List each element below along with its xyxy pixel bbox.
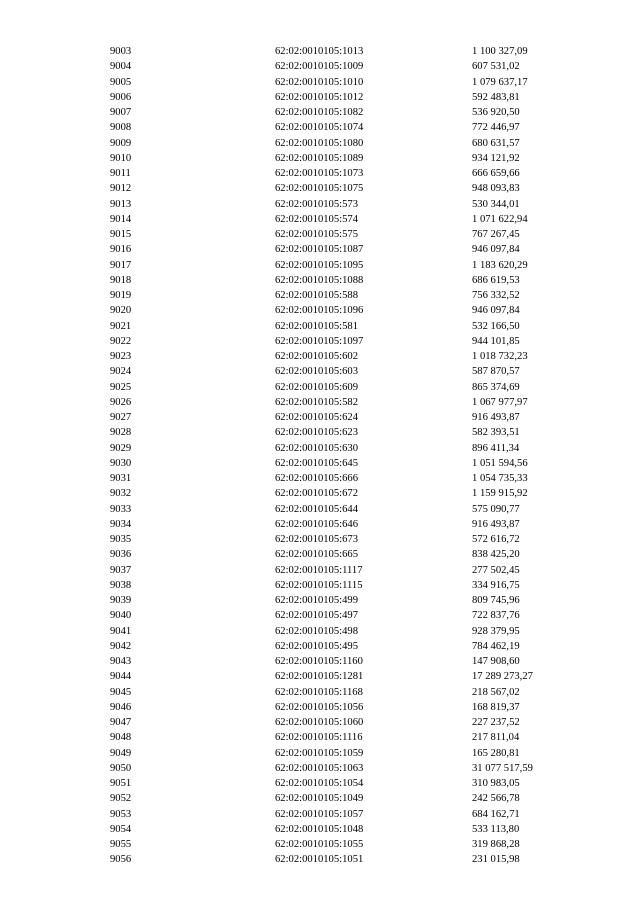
cadastral-number: 62:02:0010105:1075 [275, 183, 364, 195]
value-amount: 607 531,02 [472, 61, 520, 73]
row-number: 9055 [110, 839, 132, 850]
table-row [0, 349, 640, 364]
table-row [0, 75, 640, 90]
value-amount: 592 483,81 [472, 91, 520, 103]
row-number: 9020 [110, 305, 132, 317]
row-number: 9016 [110, 244, 132, 256]
value-amount: 334 916,75 [472, 579, 520, 591]
table-row [0, 486, 640, 501]
row-number: 9029 [110, 442, 132, 454]
table-row [0, 822, 640, 837]
row-number: 9018 [110, 274, 132, 286]
value-amount: 231 015,98 [472, 854, 520, 866]
cadastral-number: 62:02:0010105:1060 [275, 717, 364, 728]
cadastral-number: 62:02:0010105:575 [275, 229, 358, 240]
cadastral-number: 62:02:0010105:1051 [275, 854, 364, 866]
row-number: 9019 [110, 290, 132, 301]
row-number: 9050 [110, 762, 132, 774]
value-amount: 944 101,85 [472, 335, 520, 347]
row-number: 9052 [110, 793, 132, 805]
cadastral-number: 62:02:0010105:644 [275, 503, 358, 515]
row-number: 9035 [110, 534, 132, 545]
cadastral-number: 62:02:0010105:581 [275, 320, 358, 332]
table-row [0, 105, 640, 120]
value-amount: 587 870,57 [472, 366, 520, 378]
value-amount: 767 267,45 [472, 229, 520, 240]
row-number: 9026 [110, 396, 132, 408]
cadastral-number: 62:02:0010105:1049 [275, 793, 364, 805]
value-amount: 165 280,81 [472, 747, 520, 759]
cadastral-number: 62:02:0010105:1013 [275, 46, 364, 57]
cadastral-number: 62:02:0010105:630 [275, 442, 358, 454]
row-number: 9053 [110, 808, 132, 820]
value-amount: 147 908,60 [472, 656, 520, 667]
table-row [0, 761, 640, 776]
table-row [0, 715, 640, 730]
table-row [0, 608, 640, 623]
row-number: 9043 [110, 656, 132, 667]
table-row [0, 669, 640, 684]
table-row [0, 44, 640, 59]
table-row [0, 685, 640, 700]
cadastral-number: 62:02:0010105:1057 [275, 808, 364, 820]
value-amount: 1 067 977,97 [472, 396, 528, 408]
row-number: 9028 [110, 427, 132, 439]
row-number: 9049 [110, 747, 132, 759]
value-amount: 1 183 620,29 [472, 259, 528, 271]
value-amount: 946 097,84 [472, 305, 520, 317]
row-number: 9047 [110, 717, 132, 728]
cadastral-number: 62:02:0010105:665 [275, 549, 358, 561]
row-number: 9038 [110, 579, 132, 591]
table-row [0, 258, 640, 273]
cadastral-number: 62:02:0010105:609 [275, 381, 358, 393]
table-row [0, 59, 640, 74]
table-row [0, 136, 640, 151]
table-row [0, 807, 640, 822]
row-number: 9056 [110, 854, 132, 866]
cadastral-number: 62:02:0010105:1115 [275, 579, 363, 591]
cadastral-number: 62:02:0010105:1095 [275, 259, 364, 271]
cadastral-number: 62:02:0010105:498 [275, 625, 358, 637]
row-number: 9011 [110, 168, 131, 179]
row-number: 9009 [110, 137, 132, 149]
cadastral-number: 62:02:0010105:624 [275, 412, 358, 423]
row-number: 9034 [110, 518, 132, 530]
row-number: 9048 [110, 732, 132, 744]
table-row [0, 334, 640, 349]
value-amount: 946 097,84 [472, 244, 520, 256]
table-row [0, 197, 640, 212]
cadastral-number: 62:02:0010105:1160 [275, 656, 363, 667]
value-amount: 227 237,52 [472, 717, 520, 728]
cadastral-number: 62:02:0010105:1082 [275, 107, 364, 118]
value-amount: 575 090,77 [472, 503, 520, 515]
table-row [0, 639, 640, 654]
cadastral-number: 62:02:0010105:666 [275, 473, 358, 484]
table-row [0, 227, 640, 242]
table-row [0, 425, 640, 440]
row-number: 9003 [110, 46, 132, 57]
table-row [0, 502, 640, 517]
value-amount: 1 159 915,92 [472, 488, 528, 500]
table-row [0, 303, 640, 318]
cadastral-number: 62:02:0010105:672 [275, 488, 358, 500]
value-amount: 772 446,97 [472, 122, 520, 134]
value-amount: 666 659,66 [472, 168, 520, 179]
cadastral-number: 62:02:0010105:497 [275, 610, 358, 622]
row-number: 9032 [110, 488, 132, 500]
row-number: 9046 [110, 701, 132, 713]
table-row [0, 776, 640, 791]
value-amount: 934 121,92 [472, 152, 520, 164]
value-amount: 1 071 622,94 [472, 213, 528, 225]
cadastral-number: 62:02:0010105:623 [275, 427, 358, 439]
cadastral-number: 62:02:0010105:1074 [275, 122, 364, 134]
value-amount: 1 100 327,09 [472, 46, 528, 57]
row-number: 9027 [110, 412, 132, 423]
table-row [0, 746, 640, 761]
row-number: 9040 [110, 610, 132, 622]
value-amount: 896 411,34 [472, 442, 520, 454]
value-amount: 1 051 594,56 [472, 457, 528, 469]
cadastral-number: 62:02:0010105:603 [275, 366, 358, 378]
cadastral-number: 62:02:0010105:1087 [275, 244, 364, 256]
table-row [0, 730, 640, 745]
cadastral-number: 62:02:0010105:1010 [275, 76, 364, 88]
cadastral-number: 62:02:0010105:1089 [275, 152, 364, 164]
cadastral-number: 62:02:0010105:1009 [275, 61, 364, 73]
row-number: 9008 [110, 122, 132, 134]
table-row [0, 380, 640, 395]
row-number: 9037 [110, 564, 132, 576]
value-amount: 17 289 273,27 [472, 671, 533, 683]
cadastral-number: 62:02:0010105:499 [275, 595, 358, 606]
table-row [0, 288, 640, 303]
cadastral-number: 62:02:0010105:573 [275, 198, 358, 210]
table-row [0, 517, 640, 532]
table-body [0, 44, 640, 868]
value-amount: 533 113,80 [472, 823, 520, 835]
row-number: 9045 [110, 686, 132, 698]
value-amount: 536 920,50 [472, 107, 520, 118]
table-row [0, 791, 640, 806]
value-amount: 319 868,28 [472, 839, 520, 850]
cadastral-number: 62:02:0010105:588 [275, 290, 358, 301]
value-amount: 31 077 517,59 [472, 762, 533, 774]
row-number: 9051 [110, 778, 132, 789]
cadastral-number: 62:02:0010105:1116 [275, 732, 363, 744]
row-number: 9036 [110, 549, 132, 561]
value-amount: 784 462,19 [472, 640, 520, 652]
cadastral-number: 62:02:0010105:602 [275, 351, 358, 362]
row-number: 9010 [110, 152, 132, 164]
cadastral-number: 62:02:0010105:1054 [275, 778, 364, 789]
value-amount: 582 393,51 [472, 427, 520, 439]
value-amount: 684 162,71 [472, 808, 520, 820]
value-amount: 838 425,20 [472, 549, 520, 561]
cadastral-number: 62:02:0010105:673 [275, 534, 358, 545]
value-amount: 916 493,87 [472, 518, 520, 530]
row-number: 9022 [110, 335, 132, 347]
table-row [0, 456, 640, 471]
value-amount: 532 166,50 [472, 320, 520, 332]
table-row [0, 395, 640, 410]
cadastral-number: 62:02:0010105:1168 [275, 686, 363, 698]
table-row [0, 624, 640, 639]
value-amount: 680 631,57 [472, 137, 520, 149]
value-amount: 242 566,78 [472, 793, 520, 805]
row-number: 9014 [110, 213, 132, 225]
table-row [0, 181, 640, 196]
table-row [0, 471, 640, 486]
table-row [0, 852, 640, 867]
cadastral-number: 62:02:0010105:495 [275, 640, 358, 652]
row-number: 9013 [110, 198, 132, 210]
table-row [0, 120, 640, 135]
value-amount: 1 054 735,33 [472, 473, 528, 484]
value-amount: 722 837,76 [472, 610, 520, 622]
table-row [0, 700, 640, 715]
row-number: 9015 [110, 229, 132, 240]
cadastral-number: 62:02:0010105:574 [275, 213, 358, 225]
value-amount: 217 811,04 [472, 732, 520, 744]
cadastral-number: 62:02:0010105:1063 [275, 762, 364, 774]
row-number: 9007 [110, 107, 132, 118]
row-number: 9017 [110, 259, 132, 271]
row-number: 9031 [110, 473, 132, 484]
value-amount: 756 332,52 [472, 290, 520, 301]
row-number: 9023 [110, 351, 132, 362]
table-row [0, 654, 640, 669]
row-number: 9030 [110, 457, 132, 469]
value-amount: 277 502,45 [472, 564, 520, 576]
table-row [0, 593, 640, 608]
cadastral-number: 62:02:0010105:1281 [275, 671, 364, 683]
table-row [0, 90, 640, 105]
value-amount: 865 374,69 [472, 381, 520, 393]
value-amount: 572 616,72 [472, 534, 520, 545]
table-row [0, 410, 640, 425]
row-number: 9041 [110, 625, 132, 637]
cadastral-number: 62:02:0010105:1056 [275, 701, 364, 713]
table-row [0, 837, 640, 852]
row-number: 9006 [110, 91, 132, 103]
row-number: 9004 [110, 61, 132, 73]
table-row [0, 273, 640, 288]
cadastral-number: 62:02:0010105:1055 [275, 839, 364, 850]
cadastral-number: 62:02:0010105:645 [275, 457, 358, 469]
cadastral-number: 62:02:0010105:582 [275, 396, 358, 408]
cadastral-number: 62:02:0010105:1097 [275, 335, 364, 347]
row-number: 9021 [110, 320, 132, 332]
cadastral-number: 62:02:0010105:1117 [275, 564, 363, 576]
value-amount: 686 619,53 [472, 274, 520, 286]
value-amount: 1 079 637,17 [472, 76, 528, 88]
value-amount: 916 493,87 [472, 412, 520, 423]
table-row [0, 166, 640, 181]
cadastral-number: 62:02:0010105:1080 [275, 137, 364, 149]
row-number: 9012 [110, 183, 132, 195]
cadastral-number: 62:02:0010105:646 [275, 518, 358, 530]
row-number: 9039 [110, 595, 132, 606]
row-number: 9033 [110, 503, 132, 515]
table-row [0, 532, 640, 547]
table-row [0, 441, 640, 456]
row-number: 9044 [110, 671, 132, 683]
value-amount: 530 344,01 [472, 198, 520, 210]
table-row [0, 364, 640, 379]
table-row [0, 319, 640, 334]
value-amount: 168 819,37 [472, 701, 520, 713]
row-number: 9042 [110, 640, 132, 652]
table-row [0, 151, 640, 166]
cadastral-number: 62:02:0010105:1012 [275, 91, 364, 103]
table-row [0, 578, 640, 593]
cadastral-number: 62:02:0010105:1059 [275, 747, 364, 759]
value-amount: 310 983,05 [472, 778, 520, 789]
row-number: 9025 [110, 381, 132, 393]
value-amount: 948 093,83 [472, 183, 520, 195]
cadastral-number: 62:02:0010105:1073 [275, 168, 364, 179]
table-row [0, 212, 640, 227]
value-amount: 218 567,02 [472, 686, 520, 698]
cadastral-number: 62:02:0010105:1096 [275, 305, 364, 317]
row-number: 9054 [110, 823, 132, 835]
cadastral-number: 62:02:0010105:1048 [275, 823, 364, 835]
value-amount: 809 745,96 [472, 595, 520, 606]
row-number: 9005 [110, 76, 132, 88]
table-row [0, 563, 640, 578]
value-amount: 1 018 732,23 [472, 351, 528, 362]
table-row [0, 242, 640, 257]
table-row [0, 547, 640, 562]
cadastral-number: 62:02:0010105:1088 [275, 274, 364, 286]
row-number: 9024 [110, 366, 132, 378]
value-amount: 928 379,95 [472, 625, 520, 637]
